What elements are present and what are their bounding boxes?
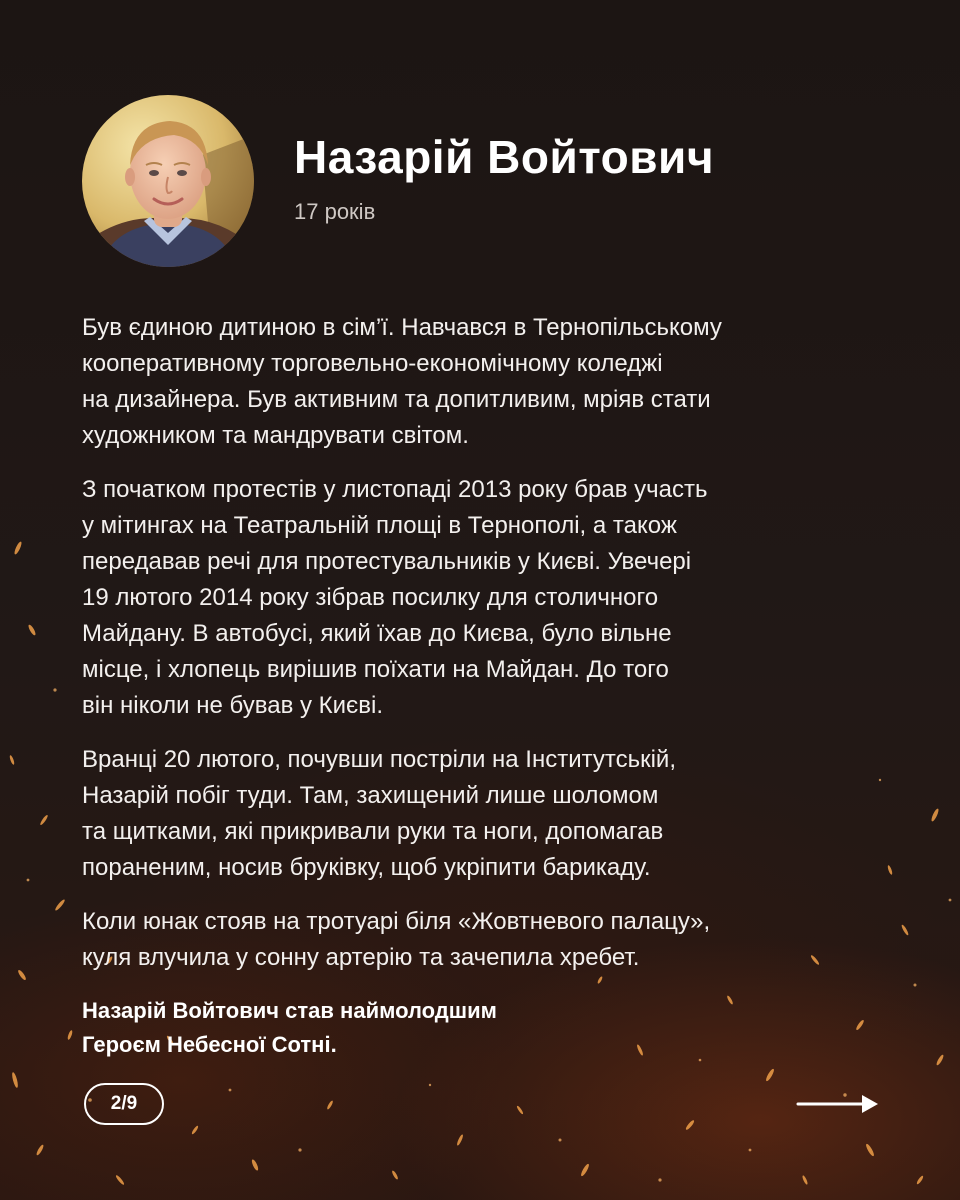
text-line: передавав речі для протестувальників у Києві. Увечері: [82, 548, 692, 575]
text-line: художником та мандрувати світом.: [82, 422, 469, 449]
text-line: Героєм Небесної Сотні.: [82, 1032, 337, 1057]
text-line: Назарій побіг туди. Там, захищений лише шоломом: [82, 782, 659, 809]
text-line: кооперативному торговельно-економічному коледжі: [82, 350, 663, 377]
text-line: Коли юнак стояв на тротуарі біля «Жовтневого палацу»,: [82, 908, 711, 935]
avatar: [82, 95, 254, 267]
bio-paragraph-4: [82, 904, 882, 976]
bio-paragraph-2: [82, 472, 882, 724]
text-line: у мітингах на Театральній площі в Тернополі, а також: [82, 512, 677, 539]
text-line: він ніколи не бував у Києві.: [82, 692, 384, 719]
biography-text: [82, 310, 882, 1062]
bio-paragraph-3: [82, 742, 882, 886]
bio-paragraph-1: [82, 310, 882, 454]
text-line: та щитками, які прикривали руки та ноги, допомагав: [82, 818, 664, 845]
text-line: куля влучила у сонну артерію та зачепила хребет.: [82, 944, 640, 971]
text-line: Майдану. В автобусі, який їхав до Києва, було вільне: [82, 620, 672, 647]
person-name: Назарій Войтович: [294, 131, 715, 183]
bio-conclusion: [82, 994, 882, 1062]
text-line: З початком протестів у листопаді 2013 року брав участь: [82, 476, 708, 503]
text-line: місце, і хлопець вирішив поїхати на Майдан. До того: [82, 656, 669, 683]
next-slide-button[interactable]: [796, 1090, 880, 1118]
text-line: 19 лютого 2014 року зібрав посилку для столичного: [82, 584, 659, 611]
portrait-photo-icon: [82, 95, 254, 267]
text-line: на дизайнера. Був активним та допитливим, мріяв стати: [82, 386, 711, 413]
page-indicator: 2/9: [84, 1083, 164, 1125]
text-line: Вранці 20 лютого, почувши постріли на Інститутській,: [82, 746, 676, 773]
arrow-right-icon: [796, 1090, 880, 1118]
text-line: пораненим, носив бруківку, щоб укріпити барикаду.: [82, 854, 651, 881]
person-age: 17 років: [294, 199, 376, 224]
text-line: Був єдиною дитиною в сім’ї. Навчався в Тернопільському: [82, 314, 722, 341]
text-line: Назарій Войтович став наймолодшим: [82, 998, 497, 1023]
